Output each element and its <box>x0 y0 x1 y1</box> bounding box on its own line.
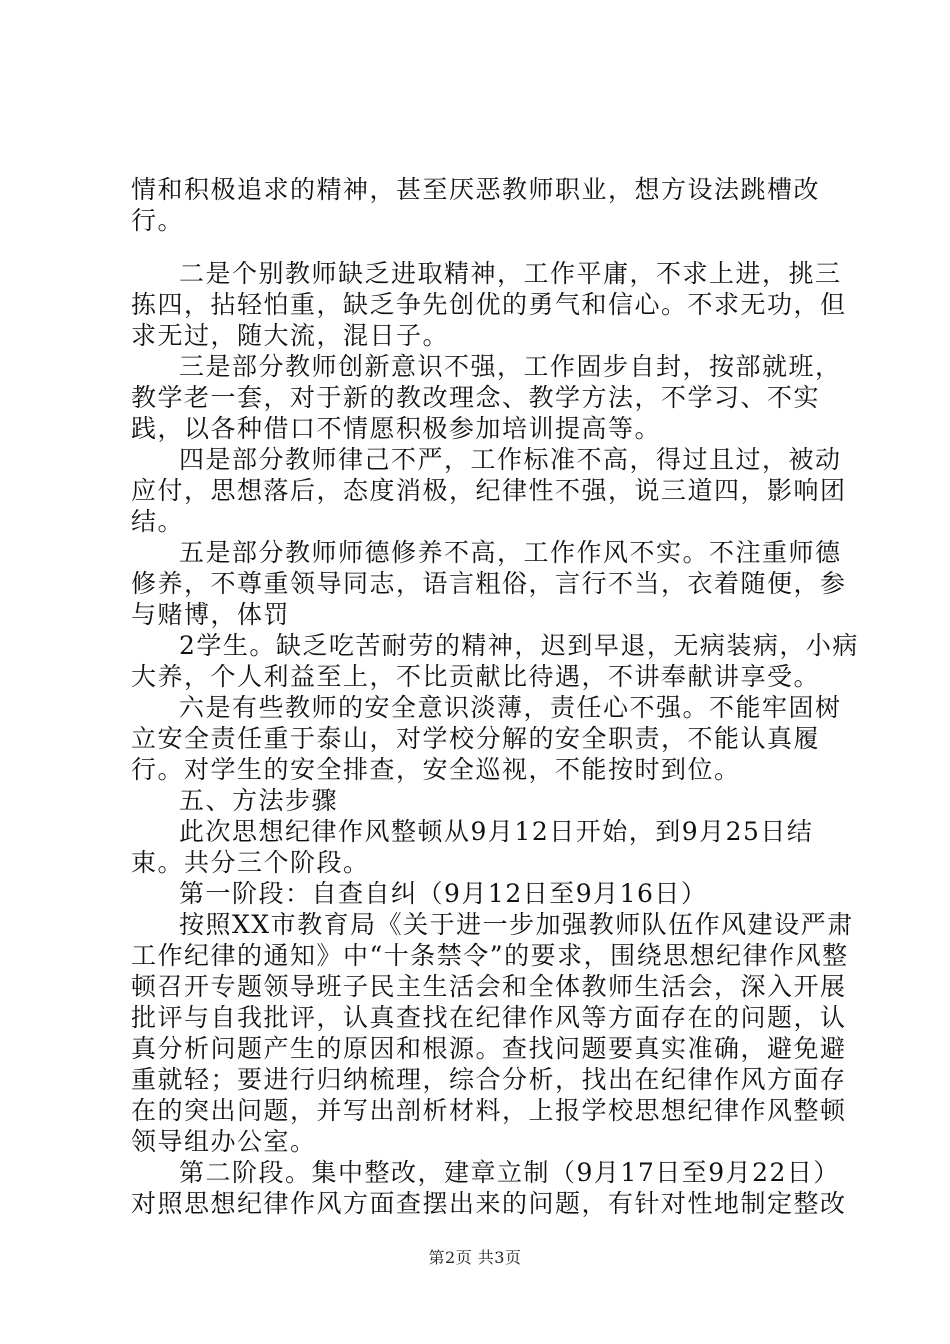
document-body <box>131 174 861 1219</box>
paragraph: 此次思想纪律作风整顿从9月12日开始，到9月25日结束。共分三个阶段。 <box>131 817 814 877</box>
paragraph: 第一阶段：自查自纠（9月12日至9月16日） <box>179 879 708 908</box>
paragraph: 情和积极追求的精神，甚至厌恶教师职业，想方设法跳槽改行。 <box>131 175 821 235</box>
paragraph-spacer <box>131 236 861 258</box>
paragraph: 对照思想纪律作风方面查摆出来的问题，有针对性地制定整改 <box>131 1189 847 1218</box>
paragraph: 三是部分教师创新意识不强，工作固步自封，按部就班，教学老一套，对于新的教改理念、教学方法，不学习、不实践，以各种借口不情愿积极参加培训提高等。 <box>131 352 842 443</box>
page-footer: 第2页 共3页 <box>428 1248 522 1267</box>
paragraph: 按照XX市教育局《关于进一步加强教师队伍作风建设严肃工作纪律的通知》中“十条禁令”的要求，围绕思想纪律作风整顿召开专题领导班子民主生活会和全体教师生活会，深入开展批评与自我批评，认真查找在纪律作风等方面存在的问题，认真分析问题产生的原因和根源。查找问题要真实准确，避免避重就轻；要进行归纳梳理，综合分析，找出在纪律作风方面存在的突出问题，并写出剖析材料，上报学校思想纪律作风整顿领导组办公室。 <box>131 910 854 1156</box>
paragraph: 第二阶段。集中整改，建章立制（9月17日至9月22日） <box>179 1158 840 1187</box>
paragraph: 五是部分教师师德修养不高，工作作风不实。不注重师德修养，不尊重领导同志，语言粗俗，言行不当，衣着随便，参与赌博，体罚 <box>131 538 847 629</box>
paragraph: 五、方法步骤 <box>179 786 339 815</box>
paragraph: 二是个别教师缺乏进取精神，工作平庸，不求上进，挑三拣四，拈轻怕重，缺乏争先创优的勇气和信心。不求无功，但求无过，随大流，混日子。 <box>131 259 847 350</box>
paragraph: 四是部分教师律己不严，工作标准不高，得过且过，被动应付，思想落后，态度消极，纪律性不强，说三道四，影响团结。 <box>131 445 847 536</box>
paragraph: 六是有些教师的安全意识淡薄，责任心不强。不能牢固树立安全责任重于泰山，对学校分解的安全职责，不能认真履行。对学生的安全排查，安全巡视，不能按时到位。 <box>131 693 842 784</box>
paragraph: 2学生。缺乏吃苦耐劳的精神，迟到早退，无病装病，小病大养，个人利益至上，不比贡献比待遇，不讲奉献讲享受。 <box>131 631 859 691</box>
